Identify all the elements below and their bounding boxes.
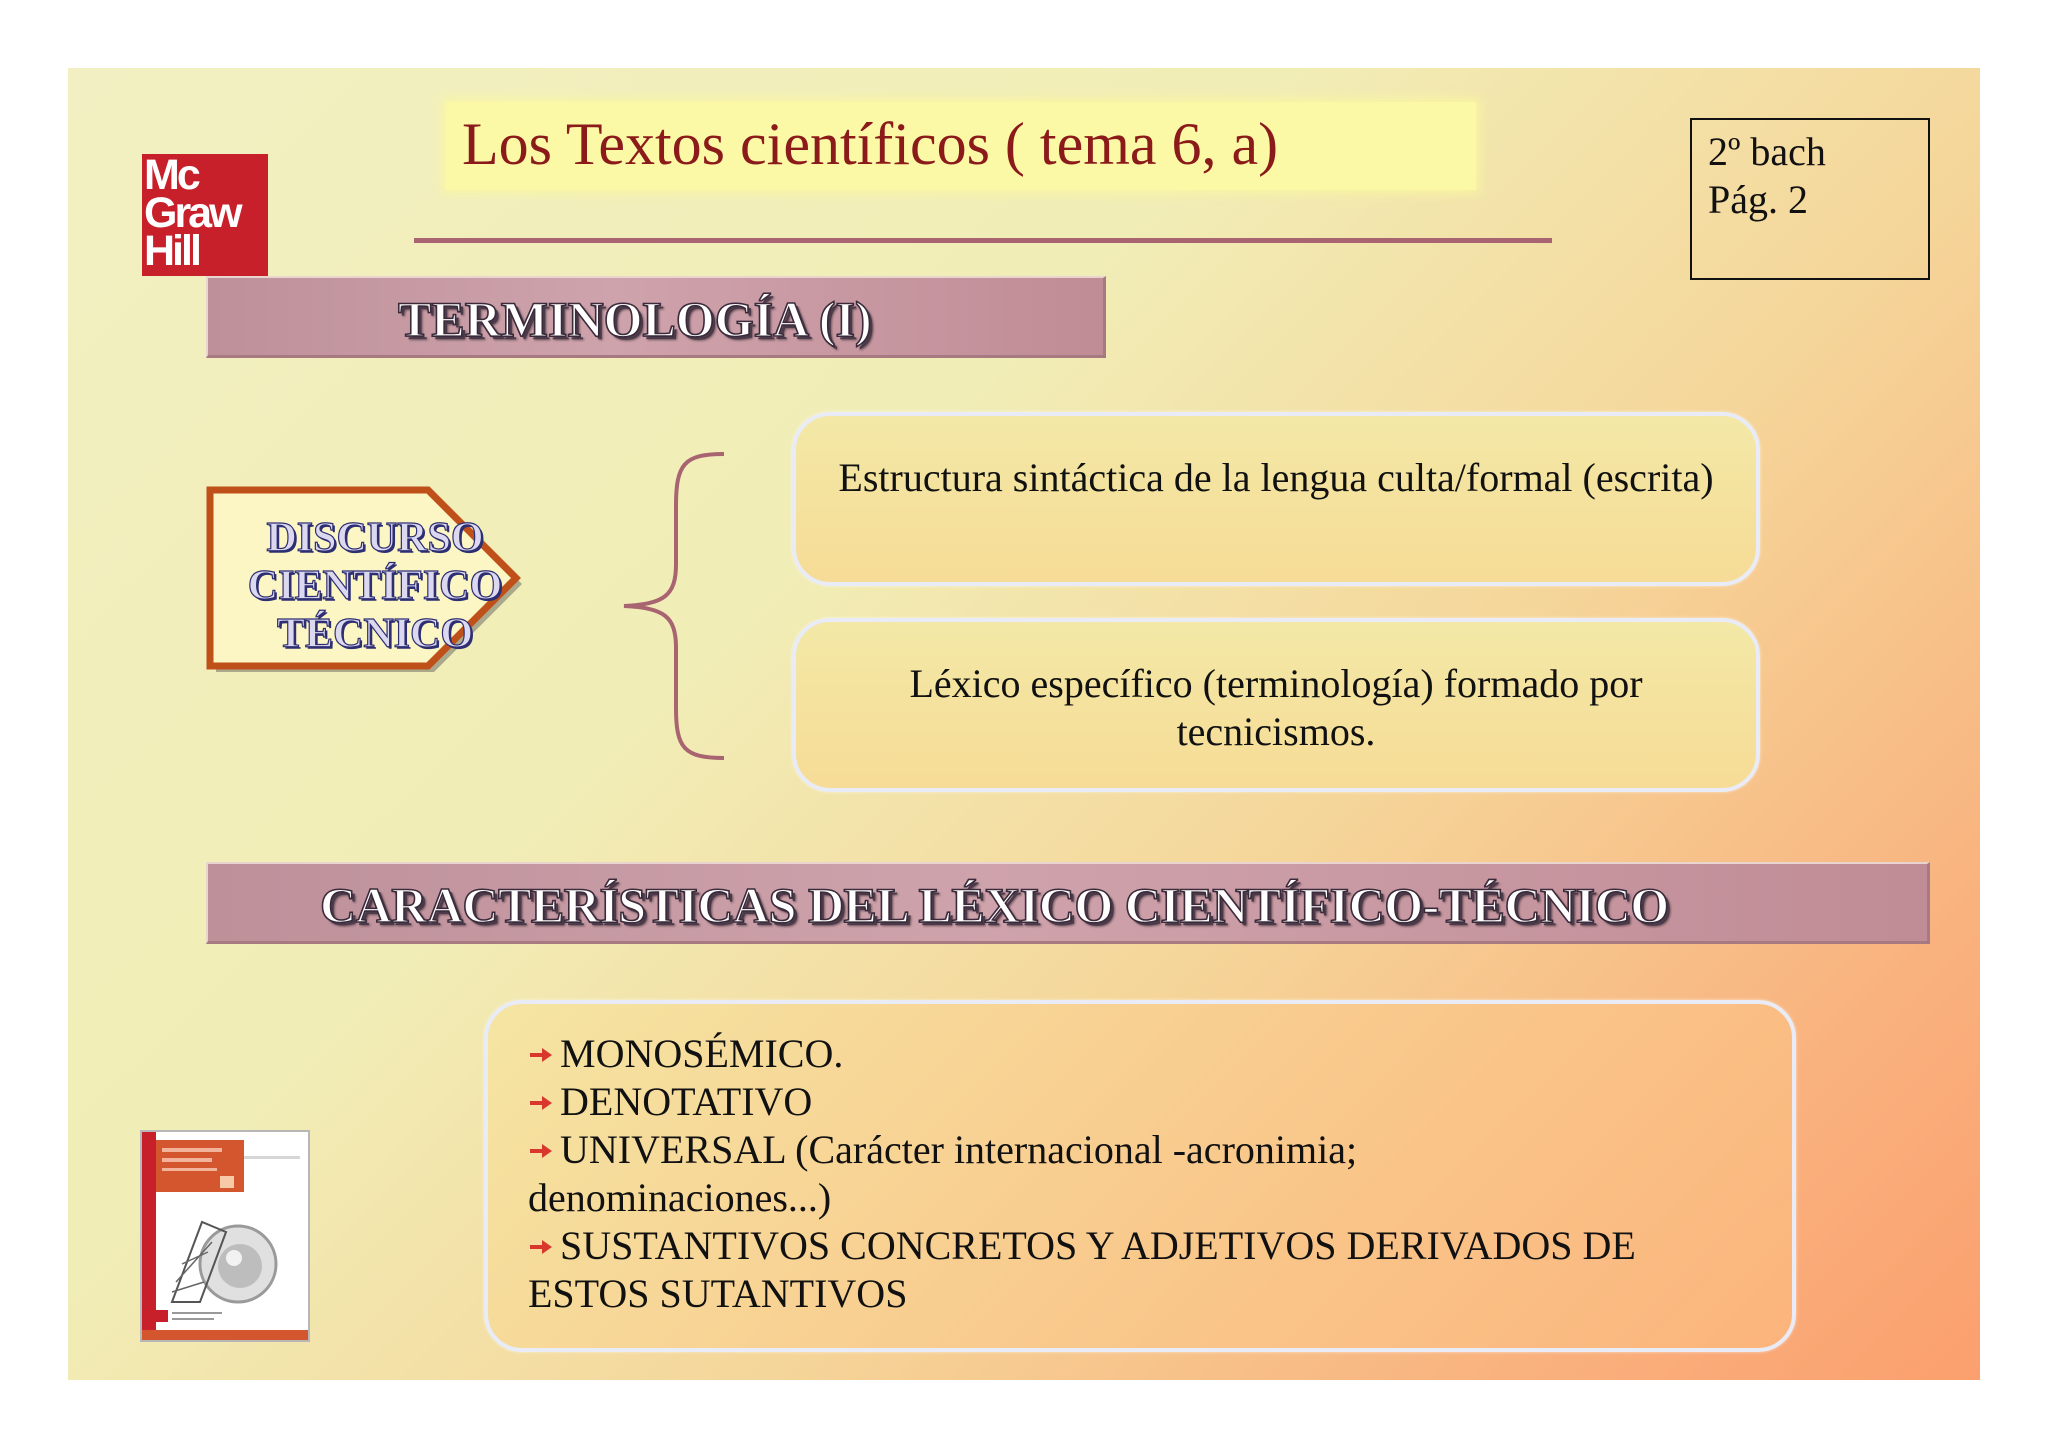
- red-arrow-icon: [528, 1094, 554, 1112]
- concept-line-3: TÉCNICO: [276, 611, 474, 657]
- curly-brace: [614, 446, 724, 766]
- list-item-continuation: ESTOS SUTANTIVOS: [528, 1271, 908, 1316]
- section-heading-text: CARACTERÍSTICAS DEL LÉXICO CIENTÍFICO-TÉCNICO: [320, 877, 1669, 933]
- page-title: Los Textos científicos ( tema 6, a): [462, 111, 1279, 177]
- red-arrow-icon: [528, 1142, 554, 1160]
- red-arrow-icon: [528, 1238, 554, 1256]
- book-cover-illustration: [142, 1132, 308, 1340]
- list-item-text: MONOSÉMICO.: [560, 1031, 844, 1076]
- page-info-box: [1690, 118, 1930, 280]
- list-item: [528, 1030, 1752, 1078]
- list-item: [528, 1078, 1752, 1126]
- characteristics-box: [484, 1000, 1796, 1352]
- page-number: Pág. 2: [1708, 177, 1808, 222]
- feature-box-syntax: [792, 412, 1760, 586]
- list-item-text: UNIVERSAL (Carácter internacional -acronimia;: [560, 1127, 1358, 1172]
- section-heading-terminologia: [206, 276, 1106, 358]
- list-item-text: SUSTANTIVOS CONCRETOS Y ADJETIVOS DERIVADOS DE: [560, 1223, 1636, 1268]
- title-box: [446, 102, 1476, 190]
- slide: [68, 68, 1980, 1380]
- list-item: [528, 1222, 1752, 1318]
- mcgraw-hill-logo: [142, 154, 268, 276]
- book-cover-image: [140, 1130, 310, 1342]
- concept-line-1: DISCURSO: [266, 515, 484, 561]
- feature-box-lexicon: [792, 618, 1760, 792]
- concept-label: [230, 514, 520, 658]
- course-label: 2º bach: [1708, 129, 1826, 174]
- section-heading-text: TERMINOLOGÍA (I): [398, 291, 872, 347]
- logo-line-2: Graw: [144, 189, 240, 237]
- concept-line-2: CIENTÍFICO: [247, 563, 503, 609]
- section-heading-caracteristicas: [206, 862, 1930, 944]
- list-item: [528, 1126, 1752, 1222]
- feature-box-syntax-text: Estructura sintáctica de la lengua culta/formal (escrita): [838, 455, 1714, 500]
- title-underline: [414, 238, 1552, 243]
- list-item-continuation: denominaciones...): [528, 1175, 832, 1220]
- characteristics-list: [528, 1030, 1752, 1318]
- red-arrow-icon: [528, 1046, 554, 1064]
- list-item-text: DENOTATIVO: [560, 1079, 813, 1124]
- logo-line-3: Hill: [144, 227, 199, 275]
- logo-line-1: Mc: [144, 154, 198, 199]
- feature-box-lexicon-text: Léxico específico (terminología) formado por tecnicismos.: [909, 661, 1643, 754]
